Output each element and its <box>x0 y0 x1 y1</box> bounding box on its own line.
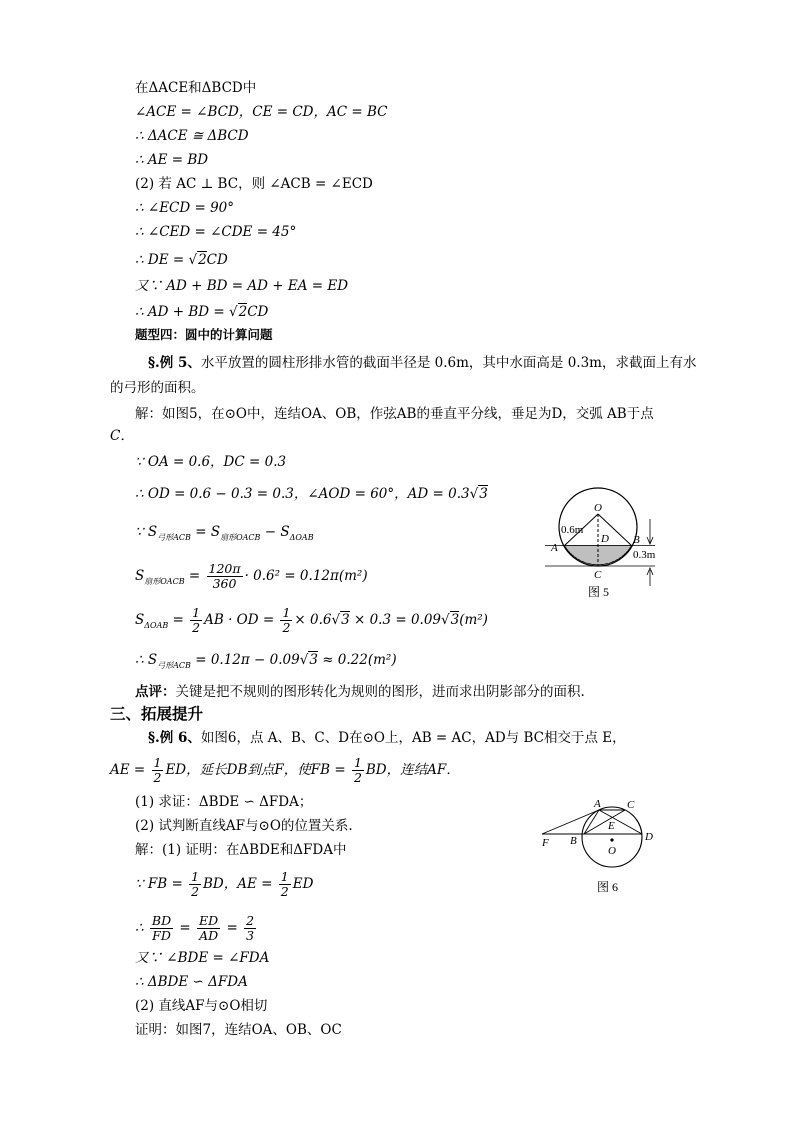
sqrt-radicand: 3 <box>309 652 318 668</box>
math-part: = <box>168 612 189 628</box>
math-part: ∴ S <box>135 652 158 668</box>
math-part: ED，延长DB到点F，使FB = <box>165 762 350 778</box>
math-part: BD，连结AF． <box>365 762 460 778</box>
math-line: ∴ ΔACE ≅ ΔBCD <box>135 128 249 144</box>
denominator: AD <box>199 928 219 943</box>
numerator: 1 <box>280 869 289 884</box>
subscript: ΔOAB <box>289 533 314 542</box>
figure-6-diagram <box>536 796 666 896</box>
denominator: 2 <box>191 884 200 899</box>
math-part: ∴ DE = √ <box>135 252 198 268</box>
text-line: (2) 若 AC ⊥ BC，则 ∠ACB = ∠ECD <box>135 176 373 192</box>
fraction <box>279 870 291 899</box>
denominator: 3 <box>246 928 255 943</box>
math-part: AE = <box>110 762 150 778</box>
denominator: 2 <box>153 770 162 785</box>
fraction <box>244 914 256 943</box>
math-part: ∵ S <box>135 524 158 540</box>
question-2: (2) 试判断直线AF与⊙O的位置关系. <box>135 818 353 834</box>
example-5-text <box>148 353 696 373</box>
numerator: 1 <box>192 605 201 620</box>
math-part: CD <box>247 304 269 320</box>
math-line <box>135 650 397 676</box>
numerator: 1 <box>353 755 362 770</box>
sqrt-radicand: 3 <box>479 486 488 502</box>
figure-5-label-d: D <box>601 533 609 545</box>
figure-5-label-b: B <box>633 534 640 546</box>
figure-5-label-c: C <box>594 569 602 581</box>
text-line: 在ΔACE和ΔBCD中 <box>135 80 257 96</box>
math-part: ∴ AD + BD = √ <box>135 304 238 320</box>
math-part: ∴ <box>135 920 148 936</box>
figure-5-label-radius: 0.6m <box>561 524 584 536</box>
math-line <box>135 522 314 548</box>
numerator: BD <box>151 913 172 928</box>
denominator: 2 <box>282 620 291 635</box>
example-6-question: 如图6，点 A、B、C、D在⊙O上，AB = AC，AD与 BC相交于点 E， <box>200 730 626 746</box>
fraction <box>152 756 164 785</box>
figure-6-label-e: E <box>608 820 615 832</box>
math-line: ∴ ∠ECD = 90° <box>135 200 235 216</box>
example-6-label: §.例 6、 <box>148 730 201 746</box>
math-line: ∴ ΔBDE ∽ ΔFDA <box>135 974 248 990</box>
math-part: S <box>135 568 145 584</box>
math-part: = 0.12π − 0.09√ <box>190 652 309 668</box>
figure-6-label-a: A <box>594 798 601 810</box>
math-line <box>135 562 368 592</box>
sqrt-radicand: 3 <box>341 612 350 628</box>
fraction <box>280 606 292 635</box>
math-line: 又∵ AD + BD = AD + EA = ED <box>135 278 349 294</box>
math-part: − S <box>260 524 290 540</box>
math-line: ∠ACE = ∠BCD，CE = CD，AC = BC <box>135 104 388 120</box>
example-5-question: 水平放置的圆柱形排水管的截面半径是 0.6m，其中水面高是 0.3m，求截面上有水 <box>200 355 697 371</box>
subscript: 弓形ACB <box>157 661 191 670</box>
numerator: 120π <box>208 561 241 576</box>
subscript: 弓形ACB <box>157 533 191 542</box>
question-1: (1) 求证：ΔBDE ∽ ΔFDA； <box>135 794 313 810</box>
example-6-text <box>148 728 626 748</box>
text-line: 证明：如图7，连结OA、OB、OC <box>135 1022 342 1038</box>
comment-line <box>135 682 585 702</box>
figure-6-label-o: O <box>608 845 616 857</box>
math-line <box>135 606 488 636</box>
math-line <box>110 756 460 785</box>
figure-6-label-d: D <box>645 831 653 843</box>
numerator: 1 <box>191 869 200 884</box>
comment-text: 关键是把不规则的图形转化为规则的图形，进而求出阴影部分的面积. <box>175 684 585 700</box>
figure-6-label-c: C <box>627 799 635 811</box>
subscript: ΔOAB <box>144 621 169 630</box>
fraction <box>189 870 201 899</box>
figure-6-label-b: B <box>570 835 577 847</box>
math-part: BD，AE = <box>203 876 277 892</box>
numerator: 1 <box>282 605 291 620</box>
fraction <box>207 562 243 591</box>
figure-5-caption: 图 5 <box>588 585 610 599</box>
math-line <box>135 914 258 943</box>
comment-label: 点评： <box>135 684 176 700</box>
math-line <box>135 870 313 899</box>
figure-6-caption: 图 6 <box>597 880 619 894</box>
math-line: ∴ ∠CED = ∠CDE = 45° <box>135 224 297 240</box>
math-part: × 0.3 = 0.09√ <box>349 612 450 628</box>
fraction <box>352 756 364 785</box>
text-line: (2) 直线AF与⊙O相切 <box>135 998 268 1014</box>
math-part: CD <box>206 252 228 268</box>
numerator: ED <box>199 913 219 928</box>
math-part: · 0.6² = 0.12π(m²) <box>244 568 368 584</box>
math-part: S <box>135 612 145 628</box>
math-part: AB · OD = <box>204 612 279 628</box>
section-heading-3: 三、拓展提升 <box>110 705 204 723</box>
text-line: 解：(1) 证明：在ΔBDE和ΔFDA中 <box>135 842 347 858</box>
math-line <box>135 250 228 270</box>
math-line: 又∵ ∠BDE = ∠FDA <box>135 950 270 966</box>
sqrt-radicand: 2 <box>238 304 248 320</box>
text-line: 的弓形的面积。 <box>110 380 205 396</box>
denominator: 360 <box>212 576 237 591</box>
text-line: C． <box>110 428 134 444</box>
math-part: = S <box>190 524 221 540</box>
math-part: = <box>184 568 205 584</box>
numerator: 1 <box>153 755 162 770</box>
math-part: ED <box>292 876 314 892</box>
text-line: 解：如图5，在⊙O中，连结OA、OB，作弦AB的垂直平分线，垂足为D，交弧 AB于点 <box>135 406 654 422</box>
figure-5-label-o: O <box>594 502 602 514</box>
subscript: 扇形OACB <box>220 533 261 542</box>
math-part: × 0.6√ <box>294 612 341 628</box>
math-part: = <box>222 920 243 936</box>
sqrt-radicand: 3 <box>450 612 460 628</box>
fraction <box>190 606 202 635</box>
math-line: ∴ AE = BD <box>135 152 209 168</box>
math-part: = <box>175 920 196 936</box>
math-part: ∵ FB = <box>135 876 188 892</box>
denominator: FD <box>152 928 171 943</box>
figure-5-label-height: 0.3m <box>633 549 656 561</box>
subscript: 扇形OACB <box>144 577 185 586</box>
math-line: ∵ OA = 0.6，DC = 0.3 <box>135 454 287 470</box>
example-5-label: §.例 5、 <box>148 355 201 371</box>
numerator: 2 <box>246 913 255 928</box>
denominator: 2 <box>192 620 201 635</box>
denominator: 2 <box>280 884 289 899</box>
math-part: (m²) <box>459 612 488 628</box>
math-part: ≈ 0.22(m²) <box>317 652 397 668</box>
section-heading-4: 题型四：圆中的计算问题 <box>135 327 273 342</box>
math-line <box>135 302 268 322</box>
figure-6-label-f: F <box>542 837 549 849</box>
sqrt-radicand: 2 <box>198 252 207 268</box>
denominator: 2 <box>353 770 362 785</box>
math-line <box>135 484 488 504</box>
figure-5-diagram <box>540 484 680 604</box>
math-part: ∴ OD = 0.6 − 0.3 = 0.3，∠AOD = 60°，AD = 0.3√ <box>135 486 479 502</box>
fraction <box>150 914 173 943</box>
figure-5-label-a: A <box>551 542 558 554</box>
fraction <box>197 914 220 943</box>
